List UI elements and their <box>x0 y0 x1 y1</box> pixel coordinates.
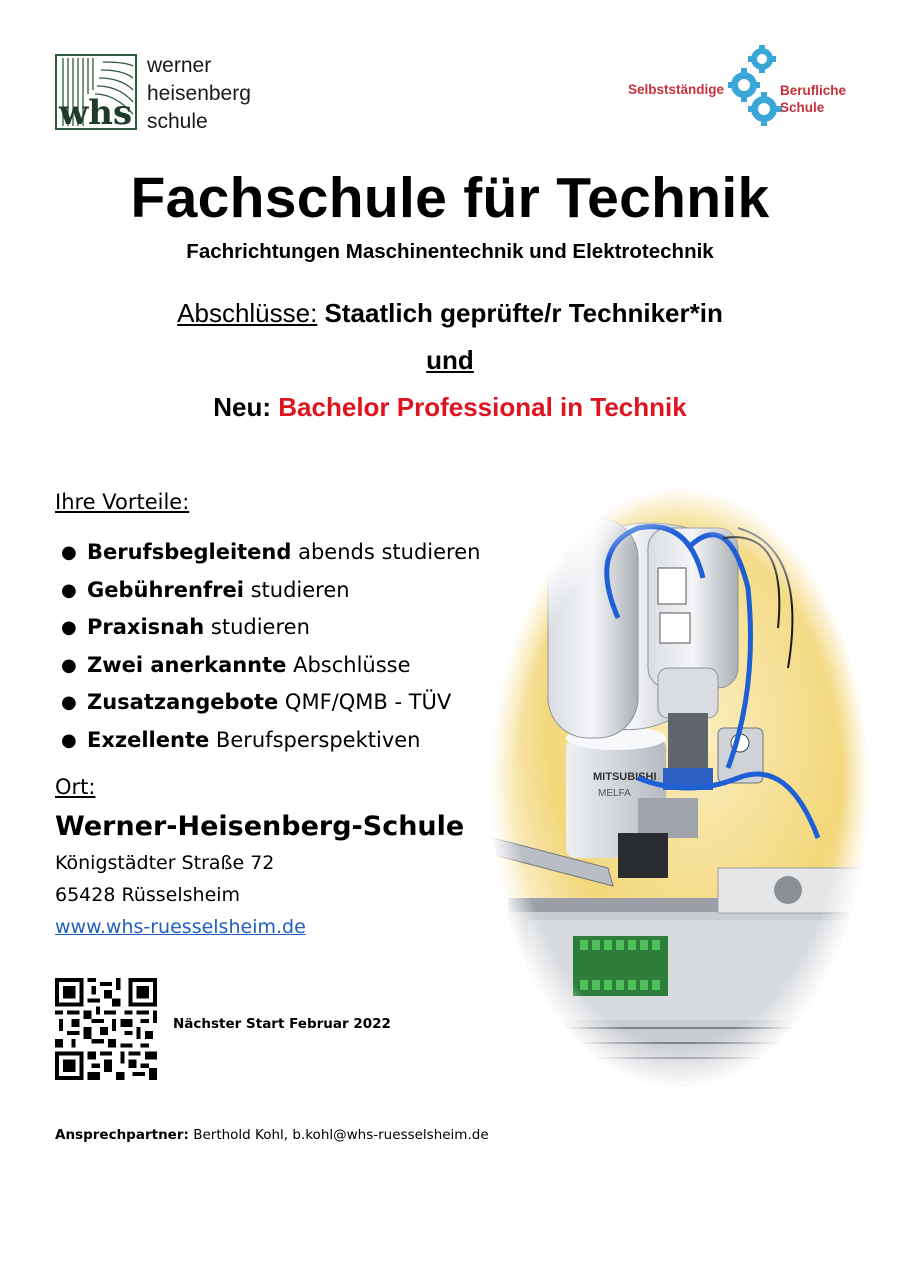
list-item <box>55 722 525 760</box>
bullet-icon: ● <box>61 654 77 676</box>
list-item <box>55 572 525 610</box>
benefit-rest: studieren <box>204 615 310 640</box>
benefit-rest: QMF/QMB - TÜV <box>278 690 452 715</box>
new-degree-value: Bachelor Professional in Technik <box>278 392 687 422</box>
new-degree-line <box>0 392 900 423</box>
whs-logo-mark <box>55 54 137 130</box>
school-logo-line-3: schule <box>147 110 208 133</box>
sbs-logo-left-text: Selbstständige <box>628 82 725 97</box>
whs-logo-mark-text: whs <box>59 93 133 130</box>
degree-line <box>0 298 900 329</box>
contact-value: Berthold Kohl, b.kohl@whs-ruesselsheim.de <box>188 1127 489 1143</box>
school-logo-text <box>147 52 251 136</box>
benefit-bold: Praxisnah <box>87 615 205 640</box>
bullet-icon: ● <box>61 542 77 563</box>
contact-line <box>55 1127 489 1143</box>
sbs-logo <box>628 45 858 130</box>
website-link[interactable]: www.whs-ruesselsheim.de <box>55 916 306 938</box>
benefit-bold: Zusatzangebote <box>87 690 279 715</box>
degree-connector: und <box>426 345 474 375</box>
bullet-icon: ● <box>61 617 77 639</box>
qr-code-icon[interactable] <box>55 978 157 1080</box>
degree-label: Abschlüsse: <box>177 298 318 328</box>
robot-arm-photo <box>488 488 870 1088</box>
benefits-list <box>55 534 525 760</box>
school-name: Werner-Heisenberg-Schule <box>55 811 465 842</box>
benefit-rest: Berufsperspektiven <box>209 727 421 752</box>
gears-icon <box>728 45 786 127</box>
benefit-bold: Berufsbegleitend <box>87 540 292 564</box>
benefit-rest: Abschlüsse <box>286 652 411 677</box>
bullet-icon: ● <box>61 729 77 751</box>
benefits-heading: Ihre Vorteile: <box>55 490 190 514</box>
location-heading: Ort: <box>55 775 96 799</box>
sbs-logo-right-line-1: Berufliche <box>780 83 847 98</box>
list-item <box>55 684 525 722</box>
benefit-rest: studieren <box>243 577 350 602</box>
degree-value: Staatlich geprüfte/r Techniker*in <box>317 298 723 328</box>
sbs-logo-right-line-2: Schule <box>780 100 825 115</box>
address-street: Königstädter Straße 72 <box>55 852 275 874</box>
list-item <box>55 647 525 685</box>
sbs-logo-right-text <box>780 82 846 116</box>
school-logo-line-1: werner <box>147 54 212 77</box>
address-city: 65428 Rüsselsheim <box>55 884 241 906</box>
benefit-bold: Zwei anerkannte <box>87 652 287 677</box>
benefit-bold: Exzellente <box>87 727 210 752</box>
list-item <box>55 609 525 647</box>
page-subtitle: Fachrichtungen Maschinentechnik und Elektrotechnik <box>186 240 714 263</box>
list-item <box>55 534 525 572</box>
school-logo <box>55 52 285 132</box>
benefit-rest: abends studieren <box>291 540 481 564</box>
next-start-notice: Nächster Start Februar 2022 <box>173 1016 391 1032</box>
new-degree-label: Neu: <box>213 392 279 422</box>
bullet-icon: ● <box>61 692 77 714</box>
school-logo-line-2: heisenberg <box>147 82 251 105</box>
page-title: Fachschule für Technik <box>130 166 770 230</box>
contact-label: Ansprechpartner: <box>55 1127 189 1143</box>
bullet-icon: ● <box>61 579 77 601</box>
benefit-bold: Gebührenfrei <box>87 577 244 602</box>
